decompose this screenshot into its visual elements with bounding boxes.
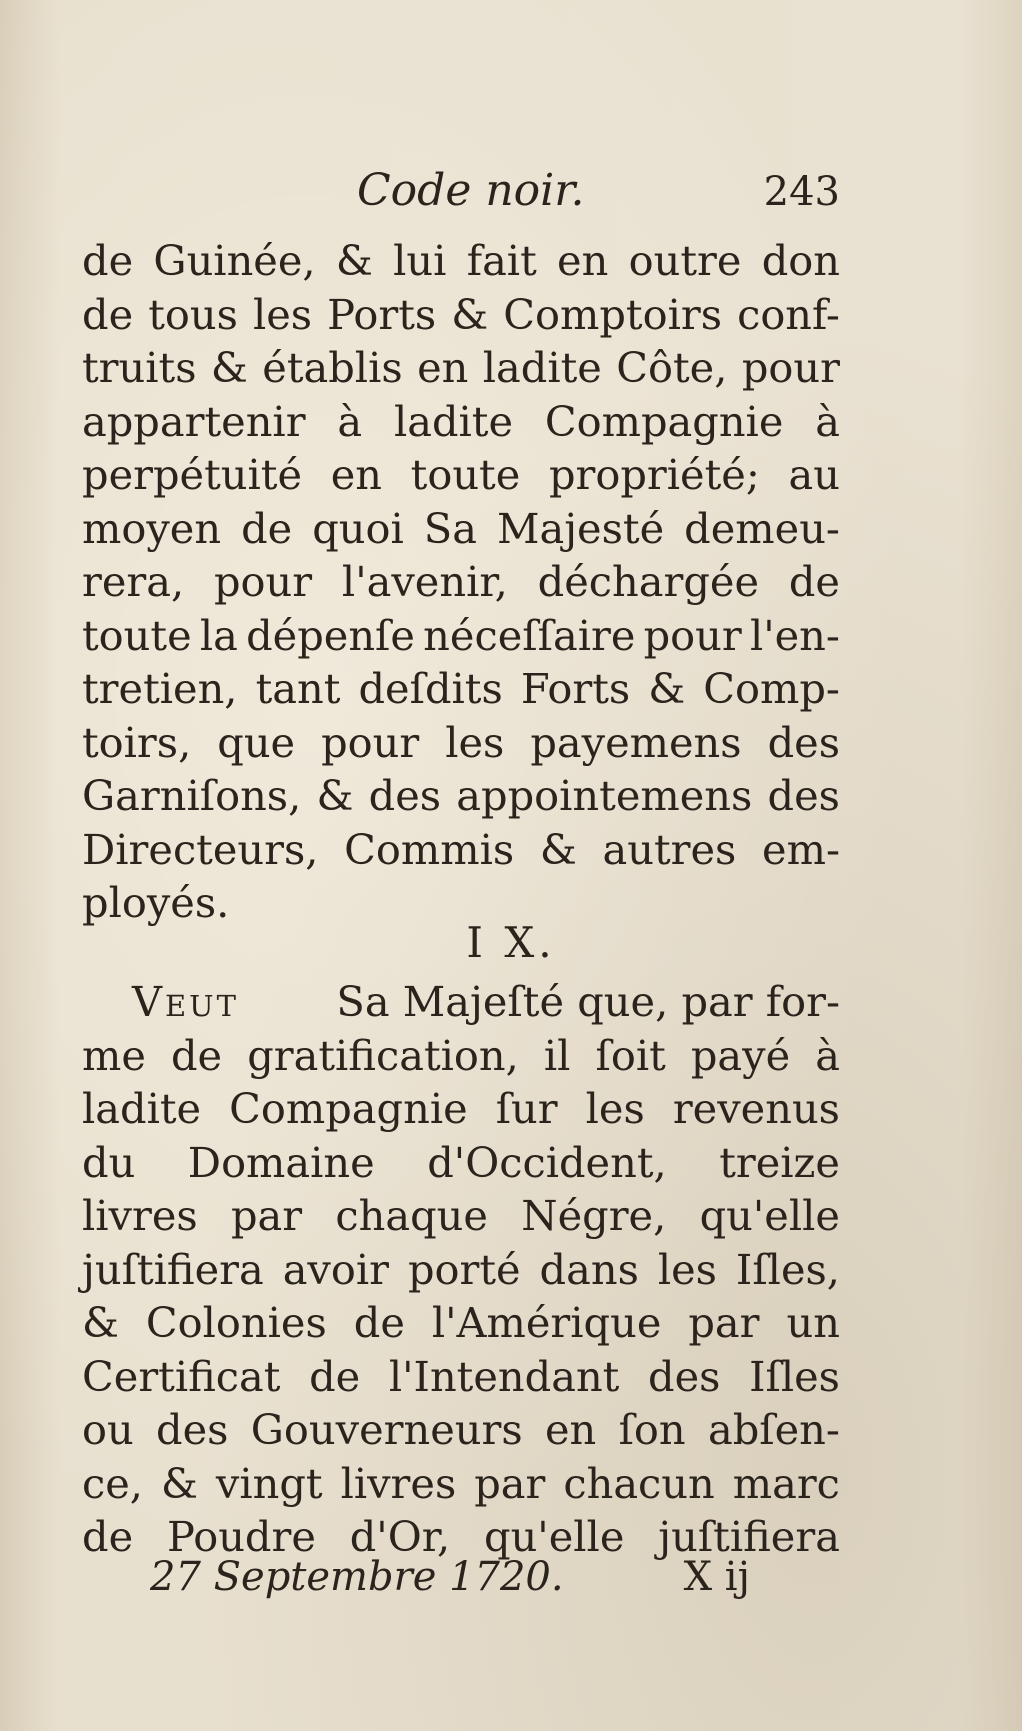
initial-word: Veut [132, 977, 239, 1026]
text-line: ployés. [82, 878, 230, 927]
text-line: de tous les Ports & Comptoirs conf- [82, 289, 840, 339]
text-line: appartenir à ladite Compagnie à [82, 396, 840, 446]
text-line: Garniſons, & des appointemens des [82, 771, 840, 820]
text-line: Directeurs, Commis & autres em- [82, 824, 840, 874]
text-line: & Colonies de l'Amérique par un [82, 1298, 840, 1347]
text-line: de Poudre d'Or, qu'elle juſtifiera [82, 1512, 840, 1561]
text-line: ce, & vingt livres par chacun marc [82, 1458, 840, 1508]
text-line: juſtifiera avoir porté dans les Iſles, [82, 1244, 840, 1294]
text-line: Certificat de l'Intendant des Iſles [82, 1351, 840, 1401]
text-line-first [82, 975, 840, 1029]
text-line: livres par chaque Négre, qu'elle [82, 1191, 840, 1240]
text-line: truits & établis en ladite Côte, pour [82, 343, 840, 392]
text-line: rera, pour l'avenir, déchargée de [82, 557, 840, 606]
paragraph-2 [82, 975, 840, 1564]
signature-mark: X ij [683, 1554, 750, 1600]
text-line: toirs, que pour les payemens des [82, 717, 840, 767]
text-line: ladite Compagnie ſur les revenus [82, 1084, 840, 1133]
text-line: me de gratification, il ſoit payé à [82, 1030, 840, 1080]
text-line: de Guinée, & lui fait en outre don [82, 236, 840, 285]
running-title: Code noir. [357, 165, 585, 216]
text-line: tretien, tant deſdits Forts & Comp- [82, 664, 840, 713]
footer-date: 27 Septembre 1720. [150, 1554, 564, 1600]
text-line: moyen de quoi Sa Majesté demeu- [82, 503, 840, 553]
section-number: I X. [466, 918, 556, 967]
page-number: 243 [763, 169, 840, 215]
text-line: ou des Gouverneurs en ſon abſen- [82, 1405, 840, 1454]
page-header [82, 165, 840, 225]
first-line-rest: Sa Majeſté que, par for- [336, 977, 840, 1026]
page-footer [150, 1554, 750, 1614]
text-line: du Domaine d'Occident, treize [82, 1137, 840, 1187]
paragraph-1 [82, 234, 840, 930]
text-line: toute la dépenſe néceſſaire pour l'en- [82, 610, 840, 660]
text-line: perpétuité en toute propriété; au [82, 450, 840, 499]
